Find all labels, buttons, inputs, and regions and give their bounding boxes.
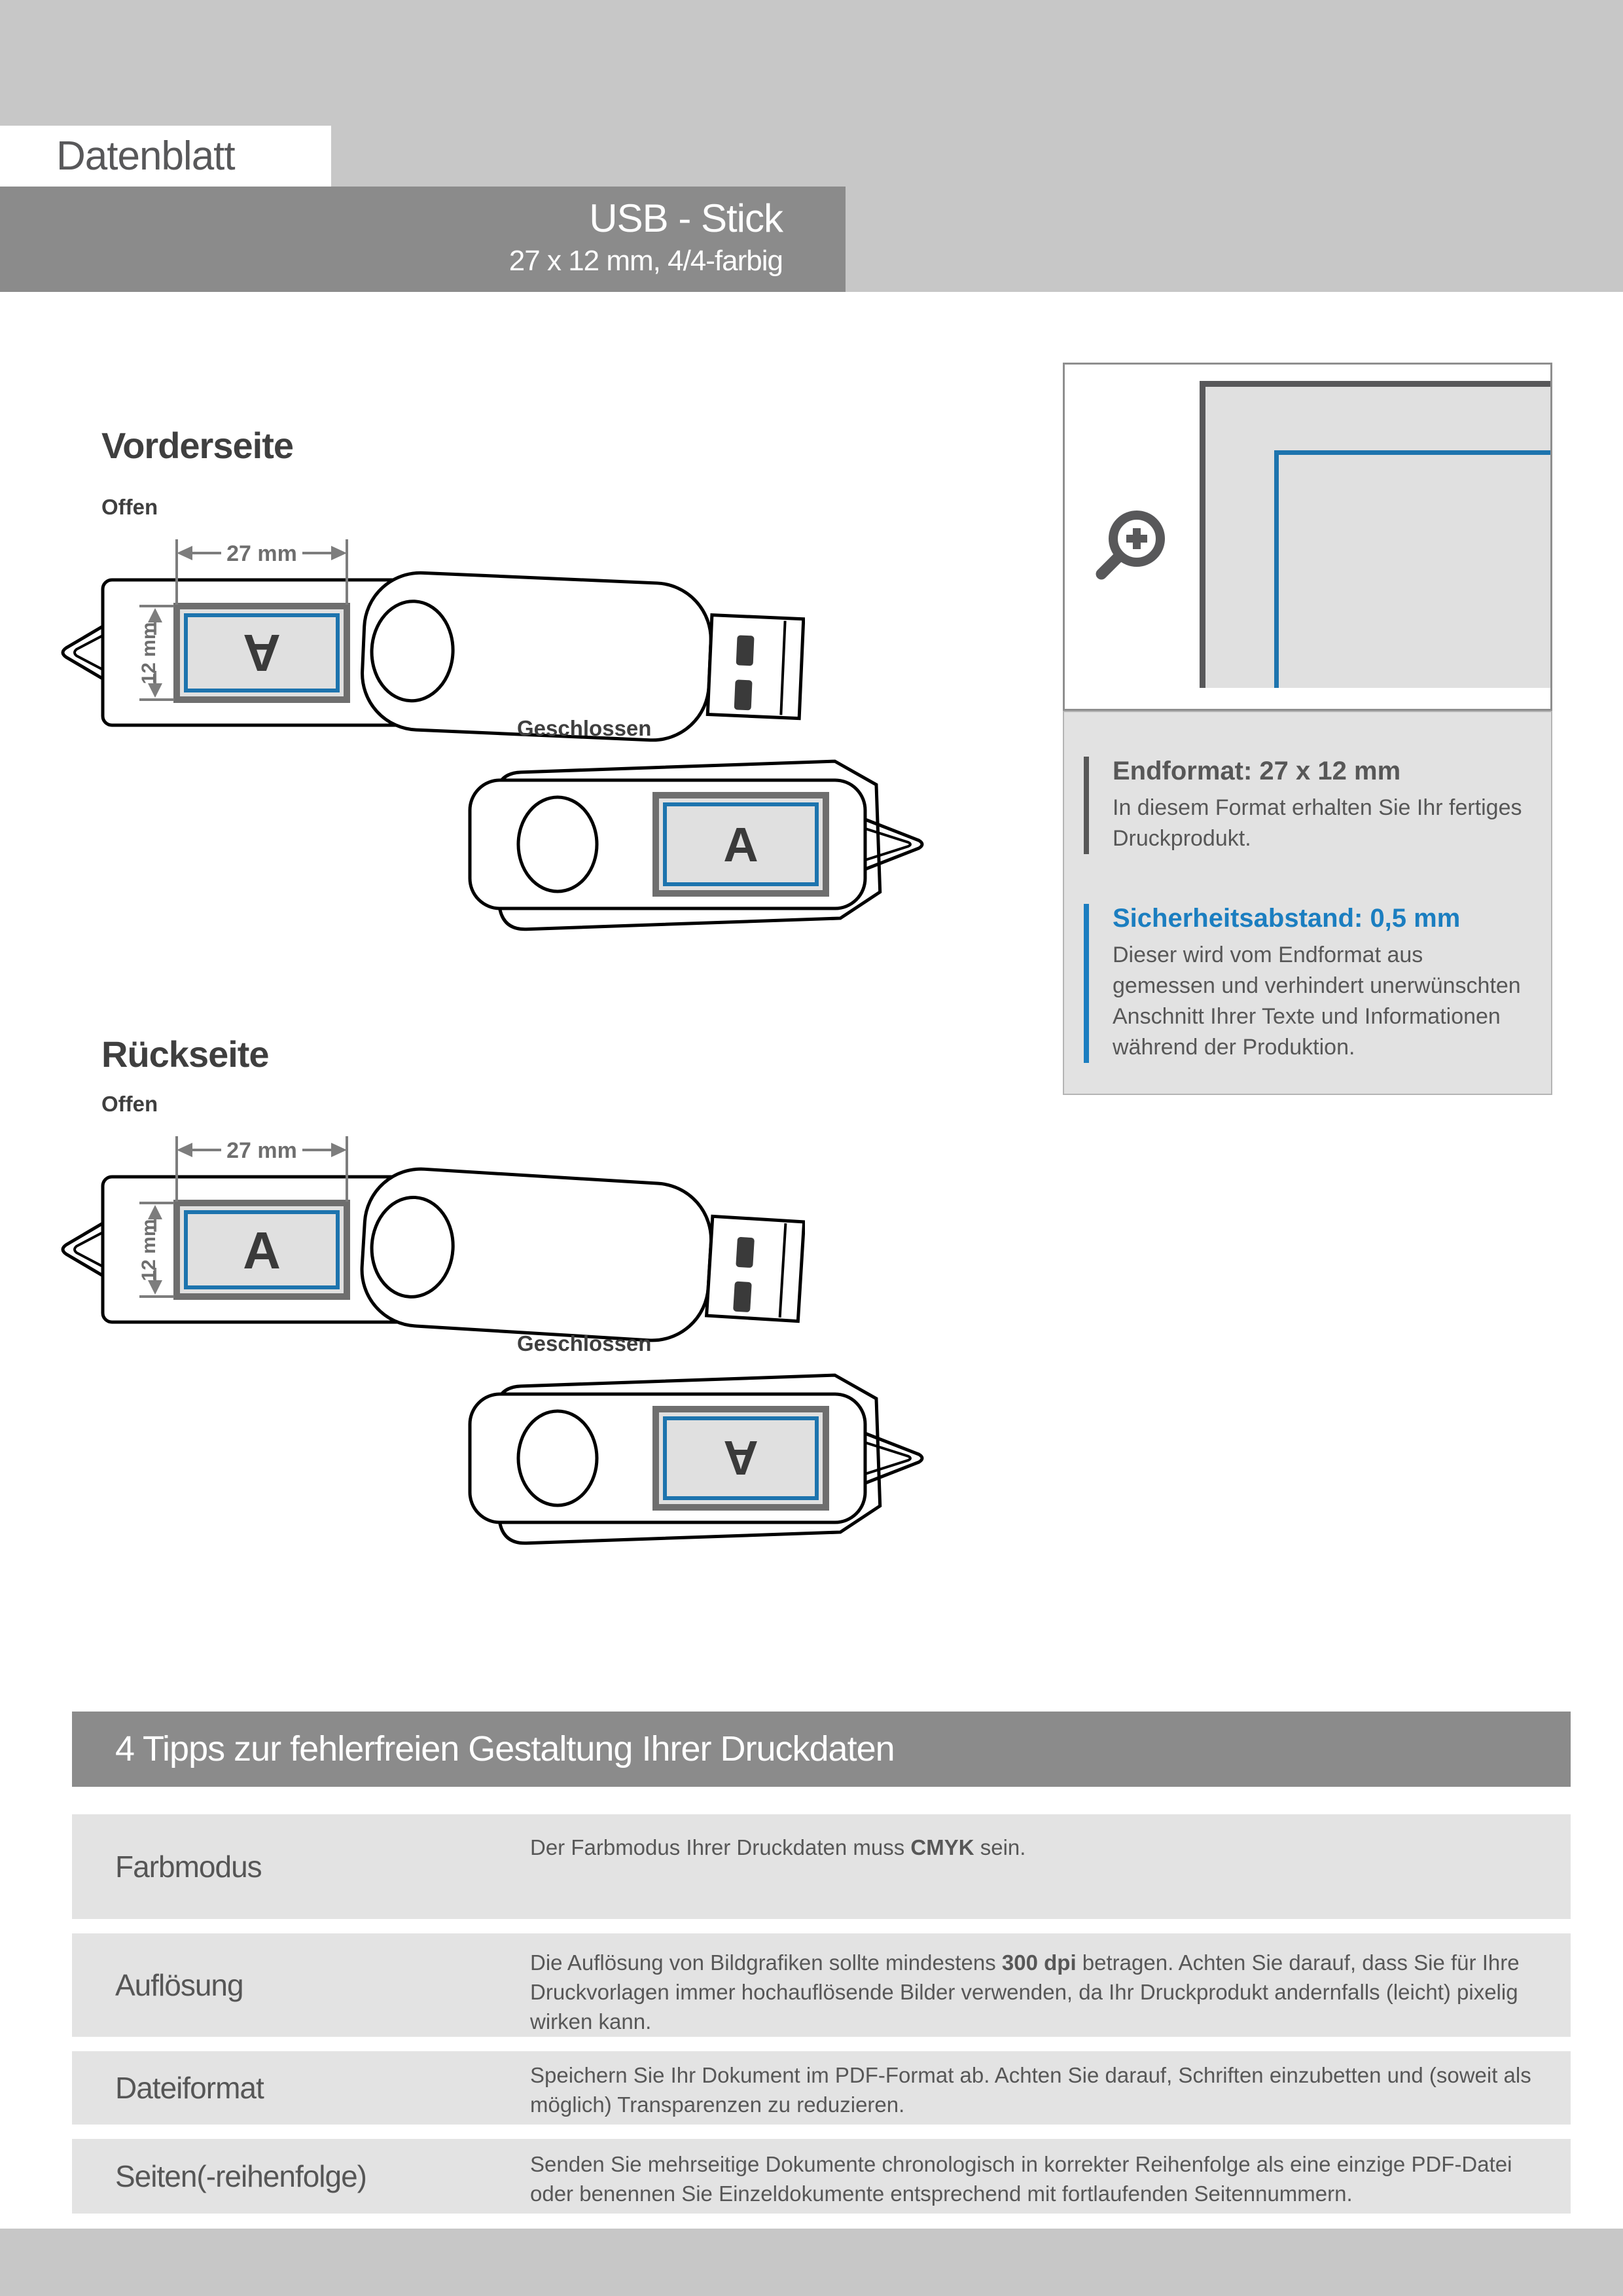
connector-contact-slot (736, 635, 755, 666)
tip-text (530, 1833, 1544, 1862)
arrow-right-icon (331, 1143, 347, 1157)
tip-text-part: Der Farbmodus Ihrer Druckdaten muss (530, 1835, 911, 1859)
width-dimension-label: 27 mm (226, 1138, 297, 1163)
tip-label: Auflösung (115, 1968, 243, 2002)
tip-text-part: Speichern Sie Ihr Dokument im PDF-Format ab. Achten Sie darauf, Schriften einzubetten und (soweit als möglich) Transparenzen zu reduzieren. (530, 2063, 1531, 2117)
connector-contact-slot (736, 1237, 755, 1268)
info-panel (1063, 711, 1552, 1095)
product-subtitle: 27 x 12 mm, 4/4-farbig (508, 245, 783, 277)
usb-stick-open-front-diagram (56, 537, 805, 746)
keyring-loop (63, 626, 103, 679)
tip-text-part: sein. (974, 1835, 1026, 1859)
endformat-block (1084, 757, 1531, 854)
arrow-left-icon (177, 546, 192, 560)
swivel-hole (518, 1411, 597, 1505)
tip-text-part: Die Auflösung von Bildgrafiken sollte mindestens (530, 1950, 1002, 1975)
tip-text (530, 1948, 1544, 2036)
product-title-banner (0, 187, 846, 292)
safety-block (1084, 904, 1531, 1063)
swivel-clip (359, 1166, 805, 1343)
placeholder-letter: A (723, 817, 758, 872)
endformat-corner-illustration (1200, 381, 1550, 688)
tip-text-part: betragen. Achten Sie darauf, dass Sie für Ihre Druckvorlagen immer hochauflösende Bilder verwenden, da Ihr Druckprodukt andernfalls (leicht) pixelig wirken kann. (530, 1950, 1520, 2034)
section-front-heading: Vorderseite (101, 425, 293, 466)
tip-text-bold: CMYK (910, 1835, 974, 1859)
tip-row-dateiformat (72, 2051, 1571, 2125)
usb-stick-closed-front-diagram (458, 759, 955, 932)
tip-label: Dateiformat (115, 2071, 264, 2105)
endformat-text: In diesem Format erhalten Sie Ihr fertiges Druckprodukt. (1113, 795, 1522, 851)
tip-row-aufloesung (72, 1933, 1571, 2037)
safety-title: Sicherheitsabstand: 0,5 mm (1113, 904, 1461, 933)
zoom-detail-box (1063, 363, 1552, 711)
keyring-loop (63, 1223, 103, 1276)
arrow-left-icon (177, 1143, 192, 1157)
front-closed-label: Geschlossen (517, 716, 652, 740)
tips-banner (72, 1712, 1571, 1787)
tip-row-farbmodus (72, 1814, 1571, 1919)
placeholder-letter: A (243, 624, 281, 682)
tip-text-part: Senden Sie mehrseitige Dokumente chronologisch in korrekter Reihenfolge als eine einzige PDF-Datei oder benennen Sie Einzeldokumente entsprechend mit fortlaufenden Seitennummern. (530, 2152, 1512, 2206)
back-closed-label: Geschlossen (517, 1331, 652, 1355)
placeholder-letter: A (723, 1431, 758, 1485)
tip-text (530, 2060, 1544, 2119)
back-open-label: Offen (101, 1092, 158, 1116)
usb-connector (707, 615, 803, 719)
width-dimension-label: 27 mm (226, 541, 297, 566)
doc-label: Datenblatt (56, 134, 235, 179)
product-title: USB - Stick (589, 196, 783, 240)
height-dimension-label: 12 mm (138, 1219, 160, 1282)
safety-text: Dieser wird vom Endformat aus gemessen und verhindert unerwünschten Anschnitt Ihrer Texte und Informationen während der Produktion. (1113, 942, 1521, 1060)
tip-row-seitenreihenfolge (72, 2139, 1571, 2214)
height-dimension-label: 12 mm (138, 622, 160, 685)
arrow-right-icon (331, 546, 347, 560)
usb-connector (707, 1216, 804, 1321)
tip-label: Seiten(-reihenfolge) (115, 2159, 367, 2193)
usb-stick-open-back-diagram (56, 1134, 805, 1343)
footer-band (0, 2229, 1623, 2296)
zoom-in-icon (1094, 506, 1172, 584)
tip-text-bold: 300 dpi (1001, 1950, 1077, 1975)
section-back-heading: Rückseite (101, 1033, 269, 1075)
tip-label: Farbmodus (115, 1850, 262, 1884)
connector-contact-slot (733, 1282, 752, 1313)
endformat-title: Endformat: 27 x 12 mm (1113, 757, 1401, 785)
connector-contact-slot (734, 679, 753, 710)
safety-margin-corner-line (1274, 450, 1550, 688)
front-open-label: Offen (101, 495, 158, 519)
usb-stick-closed-back-diagram (458, 1373, 955, 1546)
placeholder-letter: A (243, 1221, 281, 1280)
doc-label-box (0, 126, 331, 187)
swivel-hole (518, 797, 597, 891)
tips-title: 4 Tipps zur fehlerfreien Gestaltung Ihrer Druckdaten (115, 1729, 895, 1768)
tip-text (530, 2149, 1544, 2208)
